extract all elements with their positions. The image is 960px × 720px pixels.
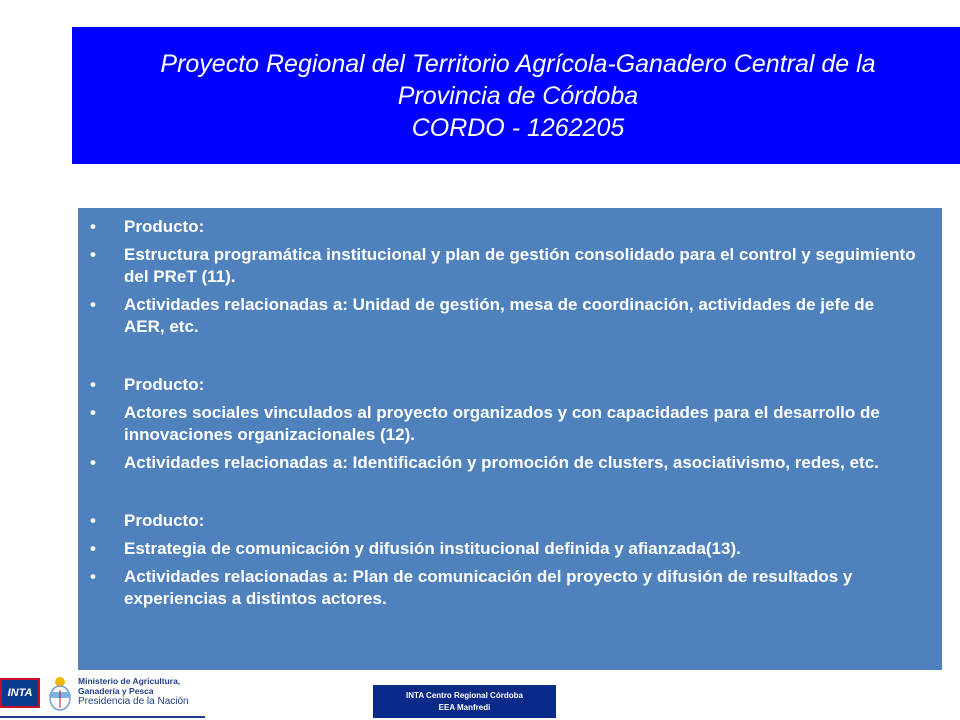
inta-logo <box>0 678 40 708</box>
bullet-text: Producto: <box>124 375 205 394</box>
bullet-icon: • <box>90 539 96 558</box>
bullet-text: Estrategia de comunicación y difusión institucional definida y afianzada(13). <box>124 539 741 558</box>
ministry-line-2: Ganadería y Pesca <box>78 686 154 696</box>
ministry-line-1: Ministerio de Agricultura, <box>78 676 181 686</box>
ministry-text <box>78 676 203 708</box>
bullet-icon: • <box>90 217 96 236</box>
footer-divider <box>0 716 205 718</box>
bullet-list <box>90 216 918 610</box>
bullet-icon: • <box>90 295 96 314</box>
bullet-text: Actores sociales vinculados al proyecto organizados y con capacidades para el desarrollo de innovaciones organizacionales (12). <box>124 403 880 444</box>
bullet-text: Producto: <box>124 511 205 530</box>
bullet-icon: • <box>90 375 96 394</box>
content-panel <box>78 208 942 670</box>
bullet-item <box>90 294 918 338</box>
bullet-text: Actividades relacionadas a: Unidad de gestión, mesa de coordinación, actividades de jefe de AER, etc. <box>124 295 875 336</box>
bullet-text: Actividades relacionadas a: Plan de comunicación del proyecto y difusión de resultados y experiencias a distintos actores. <box>124 567 853 608</box>
ministry-line-3: Presidencia de la Nación <box>78 696 189 707</box>
center-line-1: INTA Centro Regional Córdoba <box>406 690 523 700</box>
bullet-icon: • <box>90 403 96 422</box>
slide-title <box>72 27 960 164</box>
bullet-item <box>90 538 918 560</box>
bullet-text: Actividades relacionadas a: Identificación y promoción de clusters, asociativismo, redes, etc. <box>124 453 879 472</box>
title-line-2: Provincia de Córdoba <box>397 81 639 110</box>
bullet-icon: • <box>90 511 96 530</box>
bullet-item <box>90 510 918 532</box>
title-line-1: Proyecto Regional del Territorio Agrícola-Ganadero Central de la <box>160 49 876 78</box>
bullet-item <box>90 402 918 446</box>
bullet-item <box>90 216 918 238</box>
bullet-item <box>90 566 918 610</box>
bullet-item <box>90 374 918 396</box>
inta-logo-text: INTA <box>7 687 33 699</box>
title-line-3: CORDO - 1262205 <box>411 113 625 142</box>
regional-center-badge <box>373 685 556 718</box>
argentina-crest-icon <box>48 674 72 712</box>
center-line-2: EEA Manfredi <box>438 702 491 712</box>
bullet-text: Producto: <box>124 217 205 236</box>
bullet-icon: • <box>90 567 96 586</box>
bullet-item <box>90 452 918 474</box>
bullet-icon: • <box>90 245 96 264</box>
bullet-item <box>90 244 918 288</box>
bullet-icon: • <box>90 453 96 472</box>
bullet-text: Estructura programática institucional y plan de gestión consolidado para el control y seguimiento del PReT (11). <box>124 245 916 286</box>
